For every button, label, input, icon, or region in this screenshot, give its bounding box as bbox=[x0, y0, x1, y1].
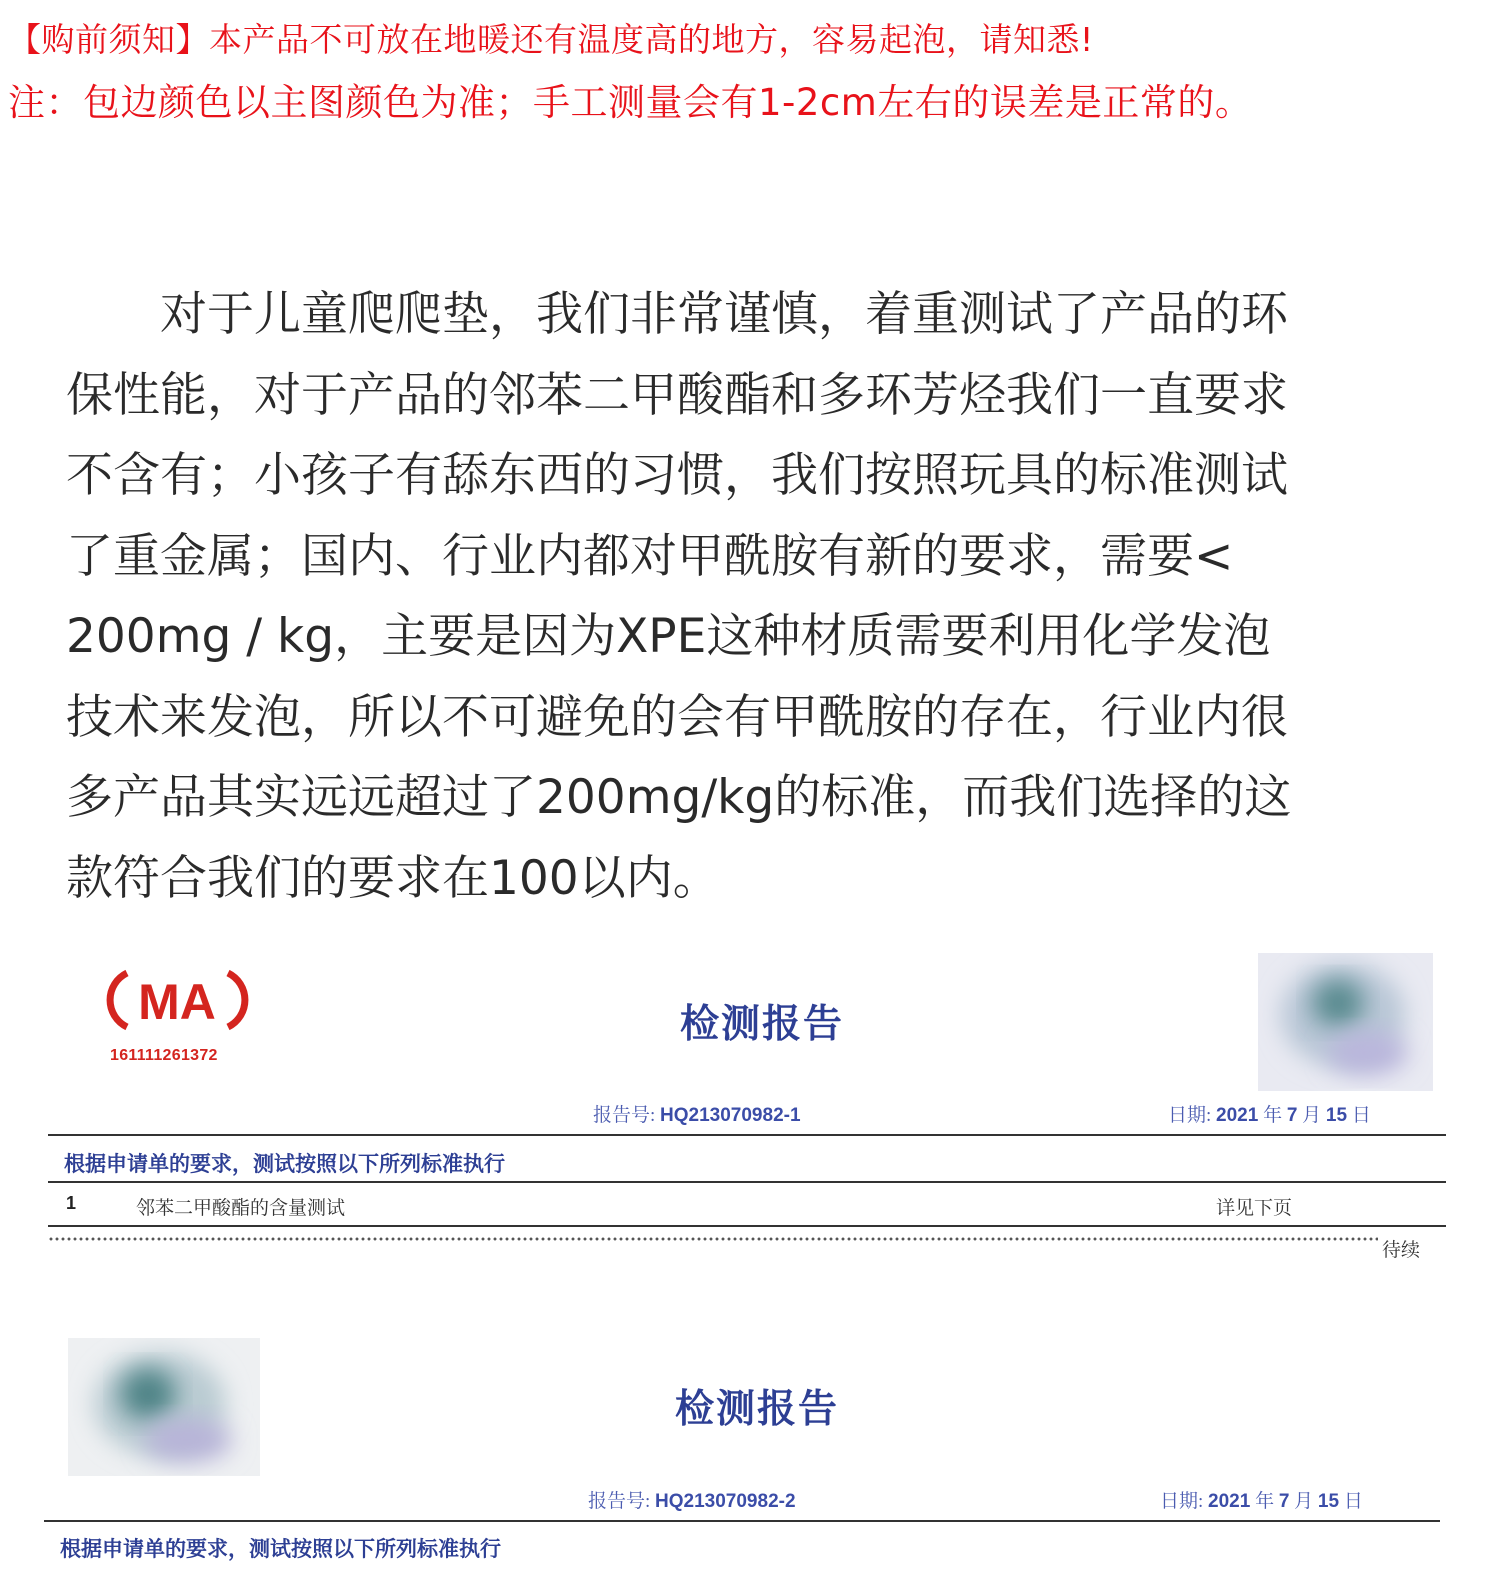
statement-line: 款符合我们的要求在100以内。 bbox=[66, 850, 720, 906]
date-day-unit: 日 bbox=[1339, 1491, 1363, 1512]
report-number bbox=[593, 1100, 801, 1127]
statement-line: 保性能，对于产品的邻苯二甲酸酯和多环芳烃我们一直要求 bbox=[66, 367, 1288, 423]
report-date bbox=[1168, 1100, 1371, 1127]
divider bbox=[48, 1225, 1446, 1227]
report-date bbox=[1160, 1486, 1363, 1513]
test-report-1 bbox=[0, 945, 1500, 1275]
divider bbox=[48, 1134, 1446, 1136]
report-number-value: HQ213070982-2 bbox=[655, 1491, 796, 1512]
edge-color-notice: 注：包边颜色以主图颜色为准；手工测量会有1-2cm左右的误差是正常的。 bbox=[8, 81, 1253, 124]
test-item-name: 邻苯二甲酸酯的含量测试 bbox=[136, 1197, 346, 1219]
purchase-notice: 【购前须知】本产品不可放在地暖还有温度高的地方，容易起泡，请知悉! bbox=[8, 20, 1094, 59]
date-label: 日期: bbox=[1160, 1491, 1209, 1512]
report-title: 检测报告 bbox=[675, 1386, 840, 1432]
date-year: 2021 bbox=[1208, 1491, 1251, 1512]
date-month-unit: 月 bbox=[1289, 1491, 1318, 1512]
date-day: 15 bbox=[1317, 1491, 1340, 1512]
test-item-number: 1 bbox=[66, 1193, 77, 1213]
date-year-unit: 年 bbox=[1250, 1491, 1279, 1512]
test-item-row bbox=[0, 1191, 1500, 1221]
dotted-leader bbox=[48, 1236, 1378, 1246]
date-label: 日期: bbox=[1168, 1105, 1217, 1126]
section-heading: 根据申请单的要求，测试按照以下所列标准执行 bbox=[60, 1536, 501, 1561]
cma-logo-icon bbox=[105, 967, 250, 1033]
report-number bbox=[588, 1486, 796, 1513]
statement-line: 多产品其实远远超过了200mg/kg的标准，而我们选择的这 bbox=[66, 770, 1292, 825]
safety-statement bbox=[66, 275, 1436, 919]
report-number-label: 报告号: bbox=[588, 1491, 656, 1512]
date-day: 15 bbox=[1325, 1105, 1348, 1126]
statement-line: 技术来发泡，所以不可避免的会有甲酰胺的存在，行业内很 bbox=[66, 689, 1288, 745]
divider bbox=[44, 1520, 1440, 1522]
blurred-seal-icon bbox=[68, 1338, 260, 1476]
statement-line: 了重金属；国内、行业内都对甲酰胺有新的要求，需要< bbox=[66, 528, 1234, 584]
date-day-unit: 日 bbox=[1347, 1105, 1371, 1126]
report-number-value: HQ213070982-1 bbox=[660, 1105, 801, 1126]
to-be-continued: 待续 bbox=[1382, 1239, 1421, 1261]
date-month: 7 bbox=[1286, 1105, 1298, 1126]
report-title: 检测报告 bbox=[680, 1001, 845, 1047]
statement-line: 不含有；小孩子有舔东西的习惯，我们按照玩具的标准测试 bbox=[66, 448, 1288, 503]
divider bbox=[48, 1181, 1446, 1183]
date-year: 2021 bbox=[1216, 1105, 1259, 1126]
statement-line: 200mg / kg，主要是因为XPE这种材质需要利用化学发泡 bbox=[66, 609, 1271, 664]
date-month: 7 bbox=[1278, 1491, 1290, 1512]
test-report-2 bbox=[0, 1330, 1500, 1572]
blurred-seal-icon bbox=[1258, 953, 1433, 1091]
statement-line: 对于儿童爬爬垫，我们非常谨慎，着重测试了产品的环 bbox=[66, 287, 1288, 342]
report-number-label: 报告号: bbox=[593, 1105, 661, 1126]
date-month-unit: 月 bbox=[1297, 1105, 1326, 1126]
cma-certificate-number: 161111261372 bbox=[110, 1047, 218, 1064]
svg-text:MA: MA bbox=[138, 974, 216, 1030]
date-year-unit: 年 bbox=[1258, 1105, 1287, 1126]
test-item-reference: 详见下页 bbox=[1216, 1197, 1293, 1219]
section-heading: 根据申请单的要求，测试按照以下所列标准执行 bbox=[64, 1151, 505, 1176]
